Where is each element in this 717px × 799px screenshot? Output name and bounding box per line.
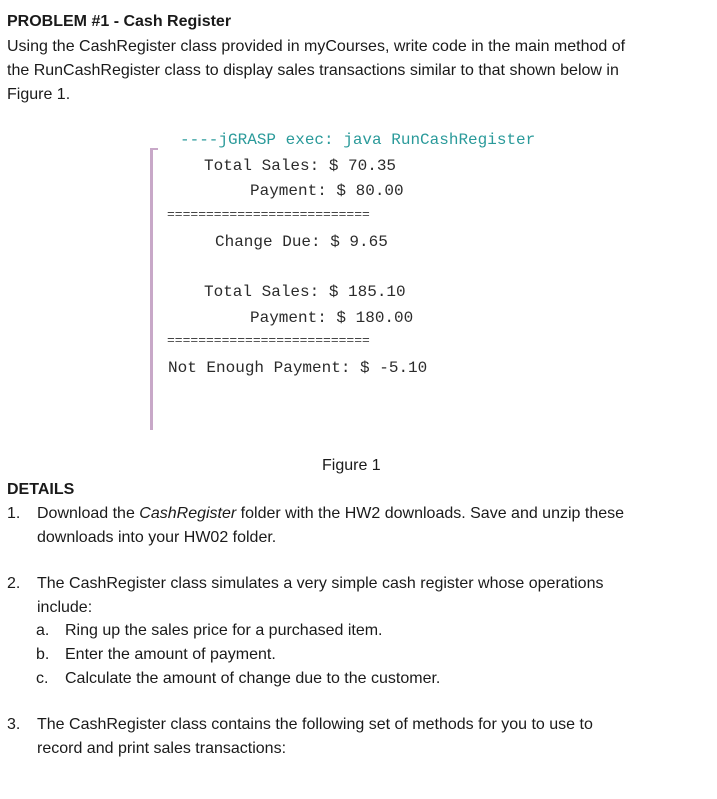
- list-item-line: record and print sales transactions:: [37, 740, 287, 757]
- console-margin-tick: [150, 148, 158, 150]
- console-margin-bar: [150, 148, 153, 430]
- problem-intro: [7, 35, 707, 107]
- text-run: Download the: [37, 505, 140, 522]
- console-not-enough: Not Enough Payment: $ -5.10: [168, 359, 428, 377]
- console-payment-1: Payment: $ 80.00: [250, 182, 404, 200]
- list-item-body: [37, 572, 603, 620]
- list-number: 3.: [7, 716, 21, 733]
- list-item-line: The CashRegister class contains the following set of methods for you to use to: [37, 716, 593, 733]
- intro-line: the RunCashRegister class to display sales transactions similar to that shown below in: [7, 62, 619, 79]
- list-item-line: [37, 502, 624, 526]
- emphasized-text: CashRegister: [139, 505, 237, 522]
- console-separator-2: ==========================: [167, 333, 370, 348]
- list-number: 1.: [7, 505, 21, 522]
- console-exec-line: ----jGRASP exec: java RunCashRegister: [180, 131, 536, 149]
- console-total-sales-2: Total Sales: $ 185.10: [204, 283, 406, 301]
- console-payment-2: Payment: $ 180.00: [250, 309, 414, 327]
- sub-list-letter: b.: [36, 646, 50, 663]
- list-item-line: include:: [37, 599, 93, 616]
- list-item-line: downloads into your HW02 folder.: [37, 529, 277, 546]
- list-number: 2.: [7, 575, 21, 592]
- console-total-sales-1: Total Sales: $ 70.35: [204, 157, 397, 175]
- list-item-body: [37, 502, 624, 550]
- sub-list-text: Enter the amount of payment.: [65, 646, 276, 663]
- console-change-due: Change Due: $ 9.65: [215, 233, 388, 251]
- sub-list-letter: c.: [36, 670, 49, 687]
- figure-caption: Figure 1: [322, 457, 381, 474]
- sub-list-letter: a.: [36, 622, 50, 639]
- details-heading: DETAILS: [7, 481, 75, 498]
- problem-heading: PROBLEM #1 - Cash Register: [7, 13, 232, 30]
- list-item-line: The CashRegister class simulates a very simple cash register whose operations: [37, 575, 604, 592]
- sub-list-text: Ring up the sales price for a purchased item.: [65, 622, 383, 639]
- intro-line: Using the CashRegister class provided in myCourses, write code in the main method of: [7, 38, 626, 55]
- list-item-body: [37, 713, 593, 761]
- sub-list-text: Calculate the amount of change due to the customer.: [65, 670, 441, 687]
- console-separator-1: ==========================: [167, 207, 370, 222]
- text-run: folder with the HW2 downloads. Save and unzip these: [236, 505, 625, 522]
- intro-line: Figure 1.: [7, 86, 71, 103]
